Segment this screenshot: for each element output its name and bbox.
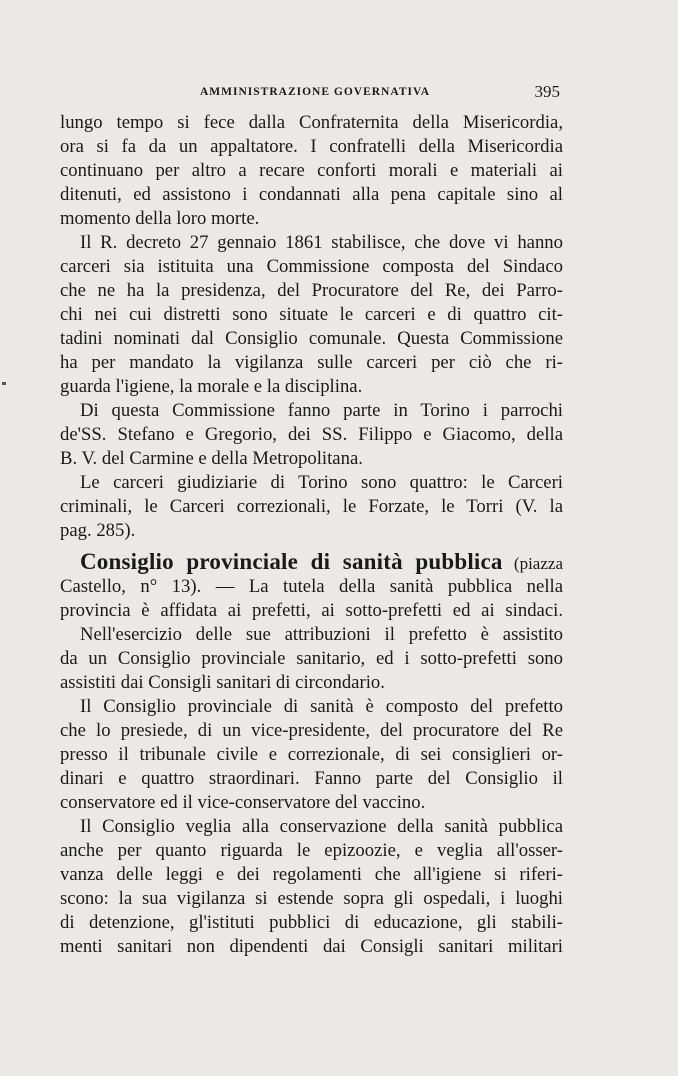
text-line: menti sanitari non dipendenti dai Consigli sanitari militari	[60, 936, 563, 957]
text-line: vanza delle leggi e dei regolamenti che all'igiene si riferi-	[60, 864, 563, 885]
text-line: che lo presiede, di un vice-presidente, del procuratore del Re	[60, 720, 563, 741]
text-line: presso il tribunale civile e correzionale, di sei consiglieri or-	[60, 744, 563, 765]
text-line: che ne ha la presidenza, del Procuratore del Re, dei Parro-	[60, 280, 563, 301]
text-line: carceri sia istituita una Commissione composta del Sindaco	[60, 256, 563, 277]
text-line: provincia è affidata ai prefetti, ai sotto-prefetti ed ai sindaci.	[60, 600, 563, 621]
running-title: AMMINISTRAZIONE GOVERNATIVA	[200, 86, 431, 98]
text-line: pag. 285).	[60, 520, 136, 541]
text-line: di detenzione, gl'istituti pubblici di educazione, gli stabili-	[60, 912, 563, 933]
text-line: tadini nominati dal Consiglio comunale. Questa Commissione	[60, 328, 563, 349]
text-line: scono: la sua vigilanza si estende sopra gli ospedali, i luoghi	[60, 888, 563, 909]
text-line: B. V. del Carmine e della Metropolitana.	[60, 448, 363, 469]
section-heading-line	[60, 549, 563, 575]
text-line: Castello, n° 13). — La tutela della sanità pubblica nella	[60, 576, 563, 597]
text-line: momento della loro morte.	[60, 208, 260, 229]
text-line: lungo tempo si fece dalla Confraternita della Misericordia,	[60, 112, 563, 133]
text-line: ditenuti, ed assistono i condannati alla pena capitale sino al	[60, 184, 563, 205]
text-line: Il Consiglio veglia alla conservazione della sanità pubblica	[80, 816, 563, 837]
section-heading-tail: (piazza	[513, 554, 563, 573]
text-line: assistiti dai Consigli sanitari di circondario.	[60, 672, 385, 693]
page-number: 395	[534, 82, 560, 101]
page-header	[60, 80, 560, 102]
text-line: da un Consiglio provinciale sanitario, ed i sotto-prefetti sono	[60, 648, 563, 669]
text-line: Di questa Commissione fanno parte in Torino i parrochi	[80, 400, 563, 421]
text-line: ha per mandato la vigilanza sulle carceri per ciò che ri-	[60, 352, 563, 373]
section-heading: Consiglio provinciale di sanità pubblica	[80, 549, 503, 574]
text-line: Il R. decreto 27 gennaio 1861 stabilisce, che dove vi hanno	[80, 232, 563, 253]
text-line: dinari e quattro straordinari. Fanno parte del Consiglio il	[60, 768, 563, 789]
text-line: de'SS. Stefano e Gregorio, dei SS. Filippo e Giacomo, della	[60, 424, 563, 445]
text-line: ora si fa da un appaltatore. I confratelli della Misericordia	[60, 136, 563, 157]
text-line: Il Consiglio provinciale di sanità è composto del prefetto	[80, 696, 563, 717]
text-line: Le carceri giudiziarie di Torino sono quattro: le Carceri	[80, 472, 563, 493]
text-line: criminali, le Carceri correzionali, le Forzate, le Torri (V. la	[60, 496, 563, 517]
text-line: anche per quanto riguarda le epizoozie, e veglia all'osser-	[60, 840, 563, 861]
text-line: continuano per altro a recare conforti morali e materiali ai	[60, 160, 563, 181]
text-line: conservatore ed il vice-conservatore del vaccino.	[60, 792, 426, 813]
text-line: Nell'esercizio delle sue attribuzioni il prefetto è assistito	[80, 624, 563, 645]
body-text	[60, 111, 563, 959]
text-line: guarda l'igiene, la morale e la disciplina.	[60, 376, 363, 397]
margin-mark	[2, 382, 6, 385]
text-line: chi nei cui distretti sono situate le carceri e di quattro cit-	[60, 304, 563, 325]
